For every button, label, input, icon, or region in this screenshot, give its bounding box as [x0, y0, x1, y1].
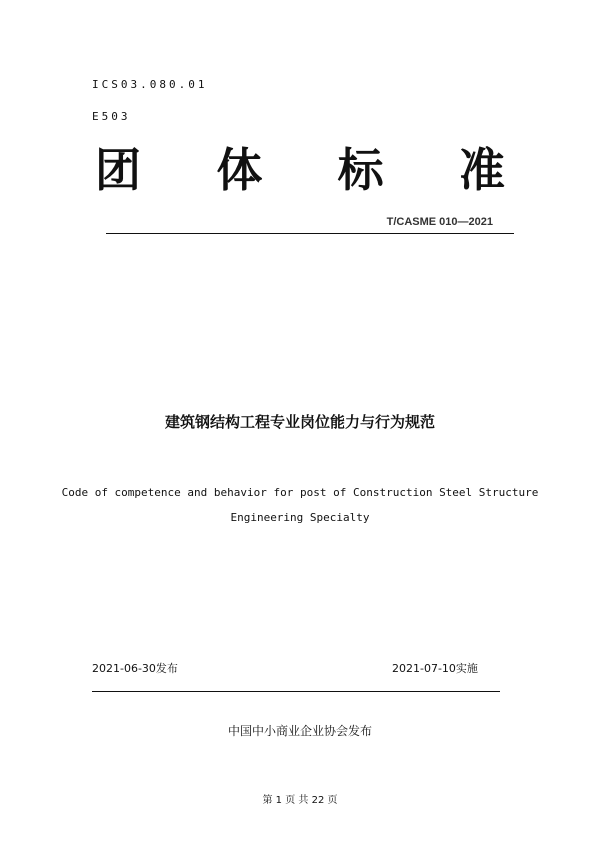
top-divider	[106, 233, 514, 234]
category-char-4: 准	[458, 143, 505, 197]
implement-date: 2021-07-10实施	[392, 662, 478, 675]
publish-date: 2021-06-30发布	[92, 662, 178, 675]
bottom-divider	[92, 691, 500, 692]
english-title-line-2: Engineering Specialty	[230, 511, 370, 524]
category-char-3: 标	[337, 143, 384, 197]
category-char-2: 体	[216, 143, 263, 197]
ics-code: ICS03.080.01	[92, 78, 208, 91]
ccs-code: E503	[92, 110, 131, 123]
chinese-title: 建筑钢结构工程专业岗位能力与行为规范	[164, 413, 435, 431]
english-title-line-1: Code of competence and behavior for post of Construction Steel Structure	[61, 486, 539, 499]
page-number: 第 1 页 共 22 页	[262, 795, 338, 806]
standard-category-title	[95, 140, 505, 200]
english-title	[0, 480, 600, 530]
publisher: 中国中小商业企业协会发布	[227, 724, 372, 738]
standard-number: T/CASME 010—2021	[386, 216, 493, 228]
category-char-1: 团	[95, 143, 141, 197]
